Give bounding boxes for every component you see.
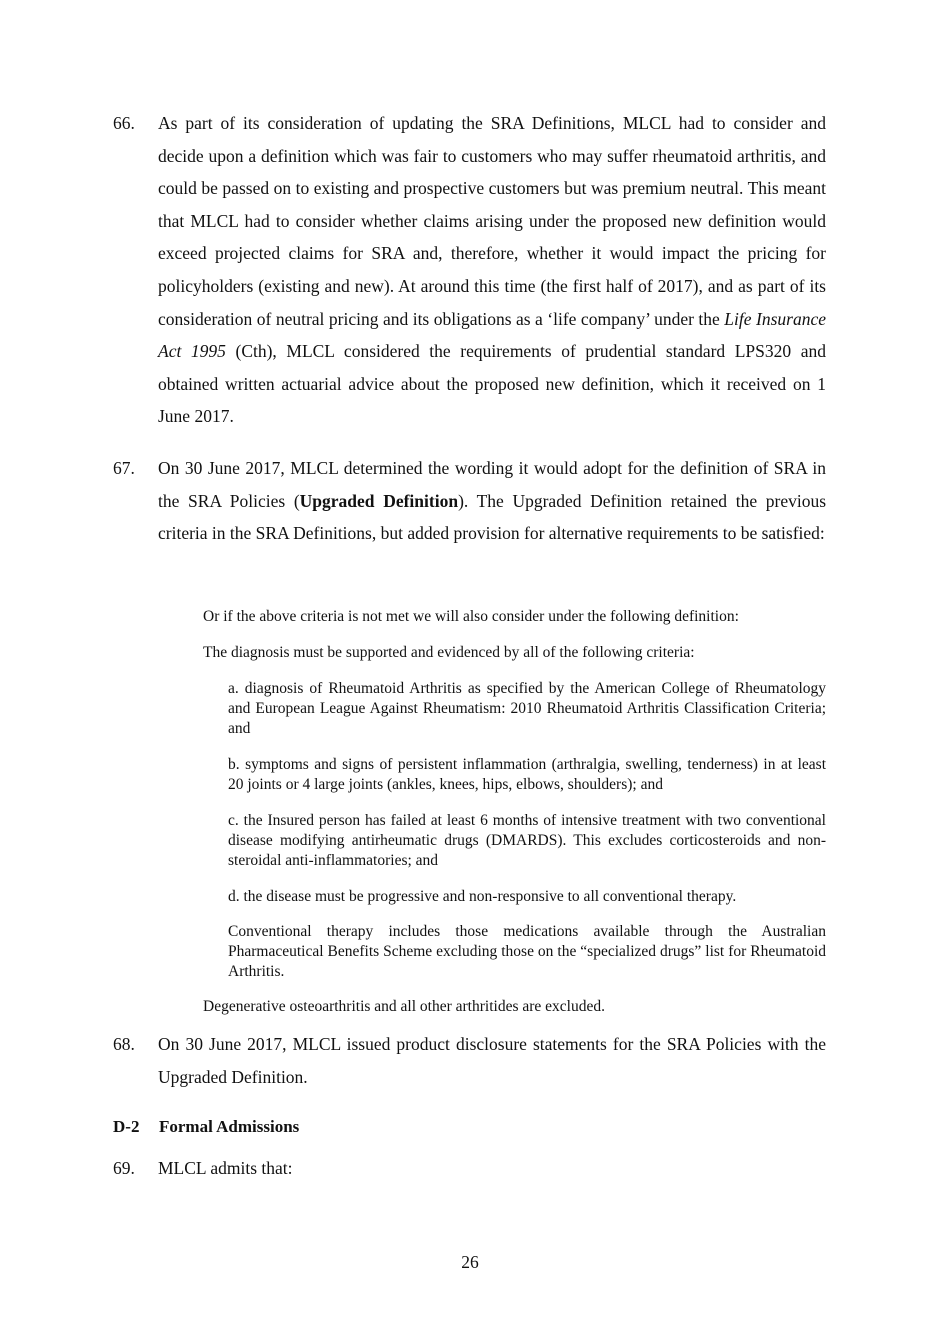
paragraph-text: On 30 June 2017, MLCL determined the wording it would adopt for the definition of SRA in the SRA Policies (Upgraded Definition). The Upgraded Definition retained the previous criteria in the SRA Definitions, but added provision for alternative requirements to be satisfied: <box>158 458 827 544</box>
criterion-b: b. symptoms and signs of persistent inflammation (arthralgia, swelling, tenderness) in at least 20 joints or 4 large joints (ankles, knees, hips, elbows, shoulders); and <box>228 756 826 793</box>
paragraph-67 <box>113 452 826 550</box>
paragraph-text: As part of its consideration of updating the SRA Definitions, MLCL had to consider and decide upon a definition which was fair to customers who may suffer rheumatoid arthritis, and could be passed on to existing and prospective customers but was premium neutral. This meant that MLCL had to consider whether claims arising under the proposed new definition would exceed projected claims for SRA and, therefore, whether it would impact the pricing for policyholders (existing and new). At around this time (the first half of 2017), and as part of its consideration of neutral pricing and its obligations as a ‘life company’ under the Life Insurance Act 1995 (Cth), MLCL considered the requirements of prudential standard LPS320 and obtained written actuarial advice about the proposed new definition, which it received on 1 June 2017. <box>158 113 826 427</box>
paragraph-number: 66. <box>113 113 135 133</box>
paragraph-text: MLCL admits that: <box>158 1158 293 1178</box>
criterion-a: a. diagnosis of Rheumatoid Arthritis as specified by the American College of Rheumatology and European League Against Rheumatism: 2010 Rheumatoid Arthritis Classification Criteria; and <box>228 680 826 737</box>
paragraph-text: On 30 June 2017, MLCL issued product disclosure statements for the SRA Policies with the Upgraded Definition. <box>158 1034 826 1087</box>
paragraph-69 <box>113 1152 826 1185</box>
conventional-therapy-note: Conventional therapy includes those medications available through the Australian Pharmaceutical Benefits Scheme excluding those on the “specialized drugs” list for Rheumatoid Arthritis. <box>228 923 826 980</box>
quote-intro-1: Or if the above criteria is not met we will also consider under the following definition: <box>203 608 739 625</box>
section-heading <box>113 1117 299 1137</box>
quote-intro-2: The diagnosis must be supported and evidenced by all of the following criteria: <box>203 644 695 661</box>
exclusion-note: Degenerative osteoarthritis and all other arthritides are excluded. <box>203 998 605 1015</box>
paragraph-number: 67. <box>113 458 135 478</box>
defined-term: Upgraded Definition <box>299 490 459 511</box>
section-title: Formal Admissions <box>159 1117 300 1136</box>
paragraph-66 <box>113 107 826 433</box>
act-title: Life Insurance Act 1995 <box>158 308 826 362</box>
criterion-c: c. the Insured person has failed at least 6 months of intensive treatment with two conventional disease modifying antirheumatic drugs (DMARDS). This excludes corticosteroids and non-steroidal anti-inflammatories; and <box>228 812 826 869</box>
paragraph-number: 69. <box>113 1158 135 1178</box>
page-number: 26 <box>461 1252 479 1272</box>
paragraph-number: 68. <box>113 1034 135 1054</box>
paragraph-68 <box>113 1028 826 1093</box>
criterion-d: d. the disease must be progressive and non-responsive to all conventional therapy. <box>228 888 737 905</box>
section-code: D-2 <box>113 1117 140 1136</box>
